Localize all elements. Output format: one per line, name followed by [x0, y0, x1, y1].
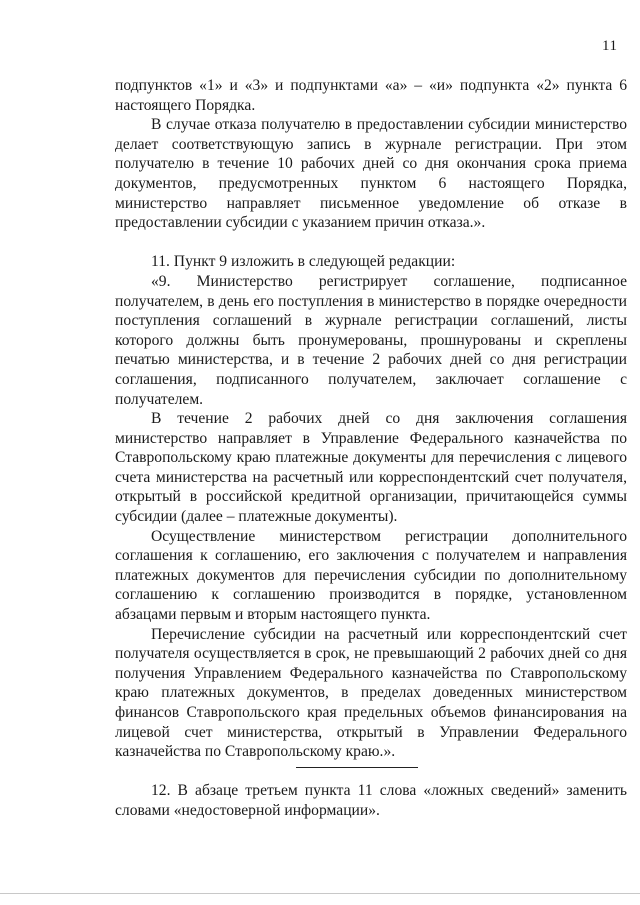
- paragraph-item-11: 11. Пункт 9 изложить в следующей редакции:: [151, 253, 456, 271]
- paragraph-payment-documents: В течение 2 рабочих дней со дня заключения соглашения министерство направляет в Управление Федерального казначейства по Ставропольскому краю платежные документы для перечисления с лицевого счета министерства на расчетный или корреспондентский счет получателя, открытый в российской кредитной организации, причитающейся суммы субсидии (далее – платежные документы).: [115, 410, 627, 526]
- paragraph-refusal-notice: В случае отказа получателю в предоставлении субсидии министерство делает соответствующую запись в журнале регистрации. При этом получателю в течение 10 рабочих дней со дня окончания срока приема документов, предусмотренных пунктом 6 настоящего Порядка, министерство направляет письменное уведомление об отказе в предоставлении субсидии с указанием причин отказа.».: [115, 116, 627, 232]
- page-number: 11: [602, 38, 618, 54]
- paragraph-item-12: 12. В абзаце третьем пункта 11 слова «ложных сведений» заменить словами «недостоверной информации».: [115, 782, 627, 819]
- paragraph-additional-agreement: Осуществление министерством регистрации дополнительного соглашения к соглашению, его заключения с получателем и направления платежных документов для перечисления субсидии по дополнительному соглашению к соглашению производится в порядке, установленном абзацами первым и вторым настоящего пункта.: [115, 527, 627, 624]
- paragraph-continuation: подпунктов «1» и «3» и подпунктами «а» – «и» подпункта «2» пункта 6 настоящего Порядка.: [115, 77, 627, 114]
- paragraph-clause-9: «9. Министерство регистрирует соглашение, подписанное получателем, в день его поступления в министерство в порядке очередности поступления соглашений в журнале регистрации соглашений, листы которого должны быть пронумерованы, прошнурованы и скреплены печатью министерства, и в течение 2 рабочих дней со дня регистрации соглашения, подписанного получателем, заключает соглашение с получателем.: [115, 272, 627, 408]
- document-body: [115, 76, 627, 821]
- end-separator-line: [296, 767, 418, 768]
- paragraph-subsidy-transfer: Перечисление субсидии на расчетный или корреспондентский счет получателя осуществляется в срок, не превышающий 2 рабочих дней со дня получения Управлением Федерального казначейства по Ставропольскому краю платежных документов, в пределах доведенных министерством финансов Ставропольского края предельных объемов финансирования на лицевой счет министерства, открытый в Управлении Федерального казначейства по Ставропольскому краю.».: [115, 625, 627, 761]
- scan-bottom-edge: [0, 893, 640, 894]
